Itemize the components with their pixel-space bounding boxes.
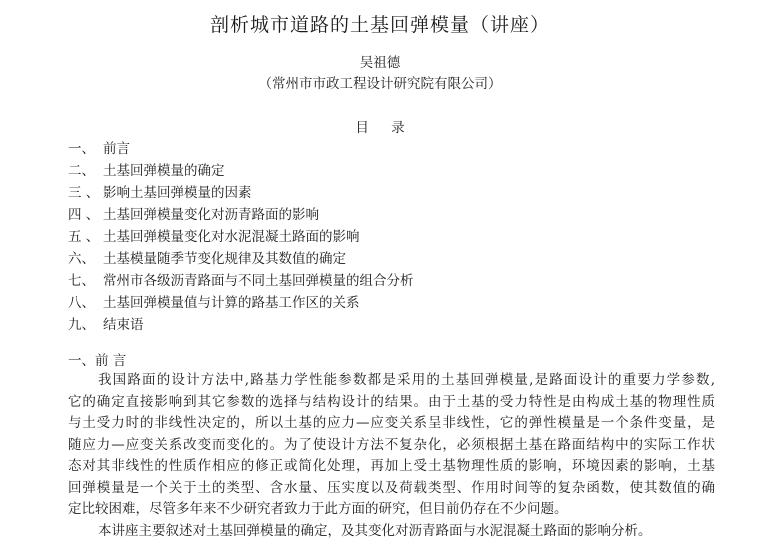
toc-item-label: 影响土基回弹模量的因素 bbox=[103, 185, 252, 201]
toc-item bbox=[68, 226, 414, 248]
toc-item bbox=[68, 248, 414, 270]
section-heading: 一、前 言 bbox=[68, 353, 127, 369]
document-title: 剖析城市道路的土基回弹模量（讲座） bbox=[209, 14, 550, 36]
toc-item-label: 土基回弹模量值与计算的路基工作区的关系 bbox=[103, 295, 360, 311]
toc-item-label: 前言 bbox=[103, 141, 130, 157]
toc-item bbox=[68, 138, 414, 160]
toc-item-number: 一、 bbox=[68, 141, 95, 157]
toc-item-label: 常州市各级沥青路面与不同土基回弹模量的组合分析 bbox=[103, 273, 414, 289]
toc-item-number: 七、 bbox=[68, 273, 95, 289]
toc-item-number: 四 、 bbox=[68, 207, 100, 223]
paragraph-line: 本讲座主要叙述对土基回弹模量的确定，及其变化对沥青路面与水泥混凝土路面的影响分析。 bbox=[98, 522, 652, 539]
author-name: 吴祖德 bbox=[359, 55, 401, 71]
author-affiliation: （常州市市政工程设计研究院有限公司） bbox=[258, 76, 502, 92]
toc-item bbox=[68, 204, 414, 226]
toc-item bbox=[68, 270, 414, 292]
paragraph-line: 随应力—应变关系改变而变化的。为了使设计方法不复杂化，必须根据土基在路面结构中的实际工作状 bbox=[68, 436, 715, 453]
paragraph-line: 它的确定直接影响到其它参数的选择与结构设计的结果。由于土基的受力特性是由构成土基的物理性质 bbox=[68, 393, 715, 410]
toc-item bbox=[68, 292, 414, 314]
paragraph-line: 我国路面的设计方法中,路基力学性能参数都是采用的土基回弹模量,是路面设计的重要力学参数, bbox=[98, 372, 715, 388]
paragraph-line: 定比较困难，尽管多年来不少研究者致力于此方面的研究，但目前仍存在不少问题。 bbox=[68, 501, 568, 517]
toc-item-number: 三 、 bbox=[68, 185, 100, 201]
toc-item bbox=[68, 182, 414, 204]
toc-item-label: 土基回弹模量变化对沥青路面的影响 bbox=[103, 207, 319, 223]
toc-item-number: 五 、 bbox=[68, 229, 100, 245]
toc-item bbox=[68, 314, 414, 336]
toc-item-number: 六、 bbox=[68, 251, 95, 267]
toc-item-number: 二、 bbox=[68, 163, 95, 179]
section-body bbox=[68, 370, 715, 542]
table-of-contents bbox=[68, 138, 414, 336]
paragraph-line: 态对其非线性的性质作相应的修正或简化处理，再加上受土基物理性质的影响，环境因素的影响，土基 bbox=[68, 458, 715, 474]
toc-item-number: 八、 bbox=[68, 295, 95, 311]
toc-item-label: 土基回弹模量变化对水泥混凝土路面的影响 bbox=[103, 229, 360, 245]
toc-item bbox=[68, 160, 414, 182]
toc-heading: 目 录 bbox=[355, 120, 405, 136]
toc-item-label: 土基模量随季节变化规律及其数值的确定 bbox=[103, 251, 346, 267]
toc-item-label: 土基回弹模量的确定 bbox=[103, 163, 225, 179]
paragraph-line: 与土受力时的非线性决定的，所以土基的应力—应变关系呈非线性，它的弹性模量是一个条件变量，是 bbox=[68, 415, 715, 431]
toc-item-number: 九、 bbox=[68, 317, 95, 333]
toc-item-label: 结束语 bbox=[103, 317, 144, 333]
paragraph-line: 回弹模量是一个关于土的类型、含水量、压实度以及荷载类型、作用时间等的复杂函数，使其数值的确 bbox=[68, 479, 715, 496]
